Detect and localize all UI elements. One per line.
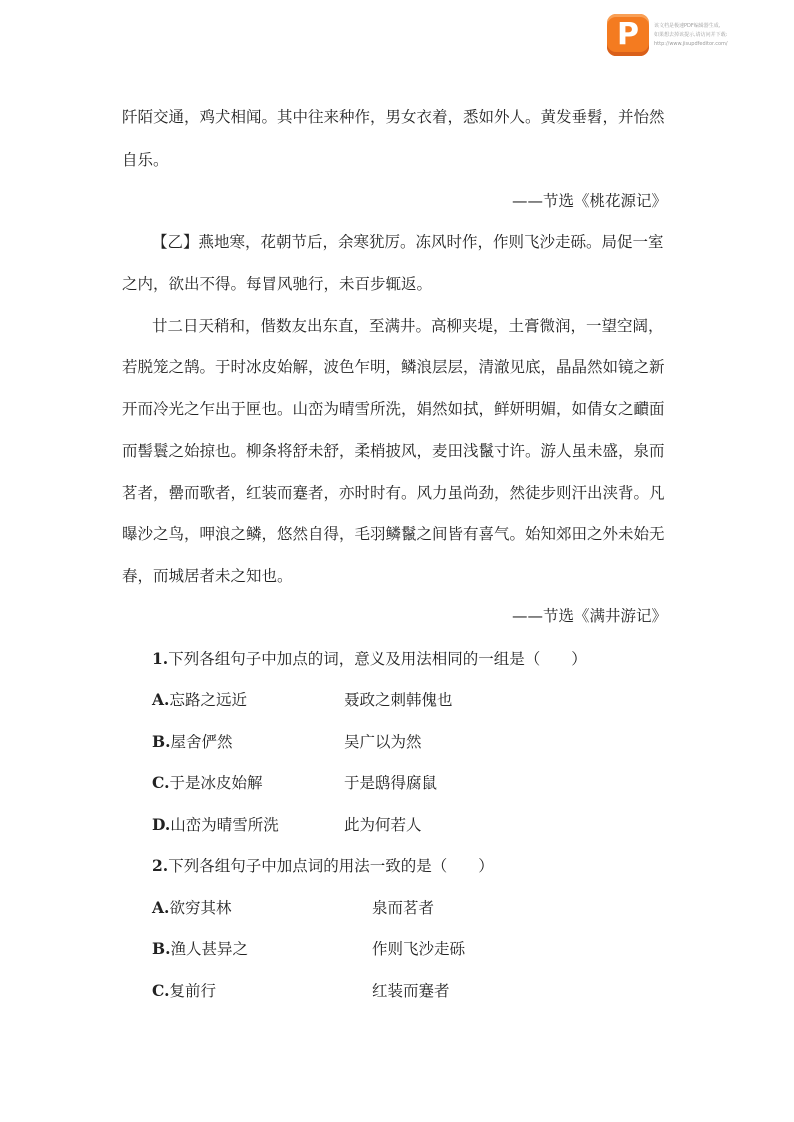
passage-line: 曝沙之鸟，呷浪之鳞，悠然自得，毛羽鳞鬣之间皆有喜气。始知郊田之外未始无	[122, 525, 665, 543]
logo-note-line: 如果想去掉该提示,请访问并下载:	[654, 32, 728, 38]
option-left: 复前行	[169, 982, 216, 1000]
option-letter: C.	[152, 981, 170, 1000]
option-right: 作则飞沙走砾	[372, 940, 466, 958]
question-stem	[152, 856, 494, 876]
option-row	[152, 773, 262, 793]
passage-line: 若脱笼之鹄。于时冰皮始解，波色乍明，鳞浪层层，清澈见底，晶晶然如镜之新	[122, 358, 665, 376]
option-right: 于是鸱得腐鼠	[344, 774, 438, 792]
option-row	[152, 690, 247, 710]
passage-line: 而髻鬟之始掠也。柳条将舒未舒，柔梢披风，麦田浅鬣寸许。游人虽未盛，泉而	[122, 442, 665, 460]
question-text: 下列各组句子中加点词的用法一致的是（ ）	[168, 857, 494, 875]
question-number: 1.	[152, 649, 169, 668]
option-left: 忘路之远近	[169, 691, 247, 709]
passage-line: 开而冷光之乍出于匣也。山峦为晴雪所洗，娟然如拭，鲜妍明媚，如倩女之靧面	[122, 400, 665, 418]
option-letter: A.	[152, 690, 170, 709]
passage-line: 茗者，罍而歌者，红装而蹇者，亦时时有。风力虽尚劲，然徒步则汗出浃背。凡	[122, 484, 665, 502]
option-left: 欲穷其林	[169, 899, 232, 917]
option-left: 于是冰皮始解	[169, 774, 263, 792]
question-number: 2.	[152, 856, 169, 875]
option-right: 红装而蹇者	[372, 982, 450, 1000]
passage-line: 廿二日天稍和，偕数友出东直，至满井。高柳夹堤，土膏微润，一望空阔，	[152, 317, 664, 335]
option-right: 吴广以为然	[344, 733, 422, 751]
passage-line: 【乙】燕地寒，花朝节后，余寒犹厉。冻风时作，作则飞沙走砾。局促一室	[152, 233, 664, 251]
passage-line: 自乐。	[122, 151, 169, 169]
option-letter: C.	[152, 773, 170, 792]
option-right: 泉而茗者	[372, 899, 435, 917]
logo-note	[654, 22, 789, 49]
option-right: 此为何若人	[344, 816, 422, 834]
option-row	[152, 732, 233, 752]
question-stem	[152, 649, 587, 669]
option-row	[152, 815, 279, 835]
option-letter: B.	[152, 732, 171, 751]
option-left: 渔人甚异之	[170, 940, 249, 958]
option-row	[152, 981, 216, 1001]
logo-note-line: 该文档是极速PDF编辑器生成,	[654, 23, 721, 29]
option-left: 山峦为晴雪所洗	[170, 816, 279, 834]
source-citation: ——节选《满井游记》	[511, 607, 667, 625]
source-citation: ——节选《桃花源记》	[511, 192, 667, 210]
option-right: 聂政之刺韩傀也	[344, 691, 453, 709]
logo-letter: P	[617, 17, 639, 52]
option-letter: D.	[152, 815, 171, 834]
passage-line: 之内，欲出不得。每冒风驰行，未百步辄返。	[122, 275, 433, 293]
passage-line: 春，而城居者未之知也。	[122, 567, 293, 585]
logo-note-line: http://www.jisupdfeditor.com/	[654, 41, 728, 47]
option-letter: B.	[152, 939, 171, 958]
passage-line: 阡陌交通，鸡犬相闻。其中往来种作，男女衣着，悉如外人。黄发垂髫，并怡然	[122, 108, 665, 126]
option-row	[152, 898, 231, 918]
pdf-editor-logo	[607, 14, 649, 56]
option-letter: A.	[152, 898, 170, 917]
question-text: 下列各组句子中加点的词，意义及用法相同的一组是（ ）	[168, 650, 587, 668]
option-row	[152, 939, 248, 959]
option-left: 屋舍俨然	[170, 733, 233, 751]
